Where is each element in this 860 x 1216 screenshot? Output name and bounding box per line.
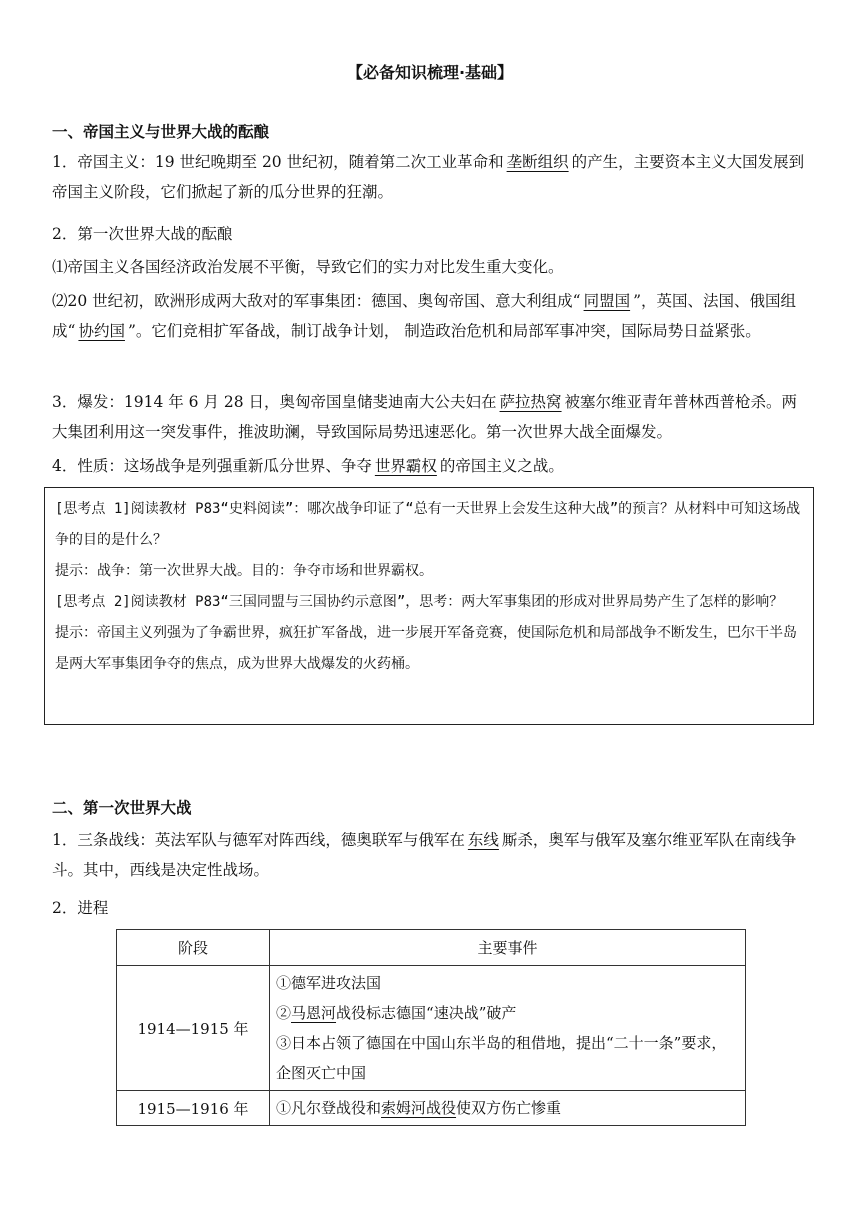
paragraph-imperialism: 1．帝国主义：19 世纪晚期至 20 世纪初，随着第二次工业革命和 垄断组织 的产生，主要资本主义大国发展到帝国主义阶段，它们掀起了新的瓜分世界的狂潮。: [52, 153, 805, 201]
column-header-stage: 阶段: [117, 930, 270, 966]
paragraph-three-fronts: 1．三条战线：英法军队与德军对阵西线，德奥联军与俄军在 东线 厮杀，奥军与俄军及塞尔维亚军队在南线争斗。其中，西线是决定性战场。: [52, 831, 797, 879]
think-point-2-question: [思考点 2]阅读教材 P83“三国同盟与三国协约示意图”，思考：两大军事集团的形成对世界局势产生了怎样的影响？: [55, 594, 784, 610]
page-title: 【必备知识梳理·基础】: [346, 63, 514, 82]
table-row: [117, 1091, 746, 1126]
paragraph-outbreak: 3．爆发：1914 年 6 月 28 日，奥匈帝国皇储斐迪南大公夫妇在 萨拉热窝 被塞尔维亚青年普林西普枪杀。两大集团利用这一突发事件，推波助澜，导致国际局势迅速恶化。第一次世界大战全面爆发。: [52, 393, 798, 441]
answer-blank: 同盟国: [583, 292, 631, 310]
section-1-heading: 一、帝国主义与世界大战的酝酿: [52, 123, 270, 141]
event-item: ③日本占领了德国在中国山东半岛的租借地，提出“二十一条”要求，企图灭亡中国: [276, 1034, 727, 1082]
paragraph-uneven-development: ⑴帝国主义各国经济政治发展不平衡，导致它们的实力对比发生重大变化。: [52, 258, 564, 276]
answer-blank: 协约国: [78, 322, 125, 340]
events-cell: [270, 1091, 746, 1126]
think-point-1-answer: 提示：战争：第一次世界大战。目的：争夺市场和世界霸权。: [55, 563, 433, 579]
war-progress-table: [116, 929, 746, 1126]
think-point-1-question: [思考点 1]阅读教材 P83“史料阅读”：哪次战争印证了“总有一天世界上会发生这种大战”的预言？从材料中可知这场战争的目的是什么？: [55, 501, 801, 548]
think-point-2-answer: 提示：帝国主义列强为了争霸世界，疯狂扩军备战，进一步展开军备竞赛，使国际危机和局部战争不断发生，巴尔干半岛是两大军事集团争夺的焦点，成为世界大战爆发的火药桶。: [55, 625, 797, 672]
event-item: ①德军进攻法国: [276, 974, 382, 992]
answer-blank: 世界霸权: [374, 457, 437, 475]
column-header-events: 主要事件: [270, 930, 746, 966]
table-row: [117, 966, 746, 1091]
paragraph-military-blocs: ⑵20 世纪初，欧洲形成两大敌对的军事集团：德国、奥匈帝国、意大利组成“ 同盟国 ”，英国、法国、俄国组成“ 协约国 ”。它们竞相扩军备战，制订战争计划， 制造政治危机和局部军事冲突，国际局势日益紧张。: [52, 292, 797, 340]
stage-cell: 1914—1915 年: [117, 966, 270, 1091]
section-2-heading: 二、第一次世界大战: [52, 799, 192, 817]
answer-blank: 马恩河: [291, 1004, 337, 1022]
paragraph-ww1-brewing: 2．第一次世界大战的酝酿: [52, 225, 233, 243]
answer-blank: 东线: [467, 831, 499, 849]
events-cell: [270, 966, 746, 1091]
event-item: ②马恩河战役标志德国“速决战”破产: [276, 1004, 517, 1022]
stage-cell: 1915—1916 年: [117, 1091, 270, 1126]
answer-blank: 索姆河战役: [381, 1099, 457, 1117]
paragraph-nature: 4．性质：这场战争是列强重新瓜分世界、争夺 世界霸权 的帝国主义之战。: [52, 457, 564, 475]
answer-blank: 垄断组织: [506, 153, 569, 171]
think-point-box: [44, 487, 814, 725]
answer-blank: 萨拉热窝: [499, 393, 562, 411]
event-item: ①凡尔登战役和索姆河战役使双方伤亡惨重: [276, 1099, 562, 1117]
table-header-row: [117, 930, 746, 966]
paragraph-progress: 2．进程: [52, 899, 109, 917]
